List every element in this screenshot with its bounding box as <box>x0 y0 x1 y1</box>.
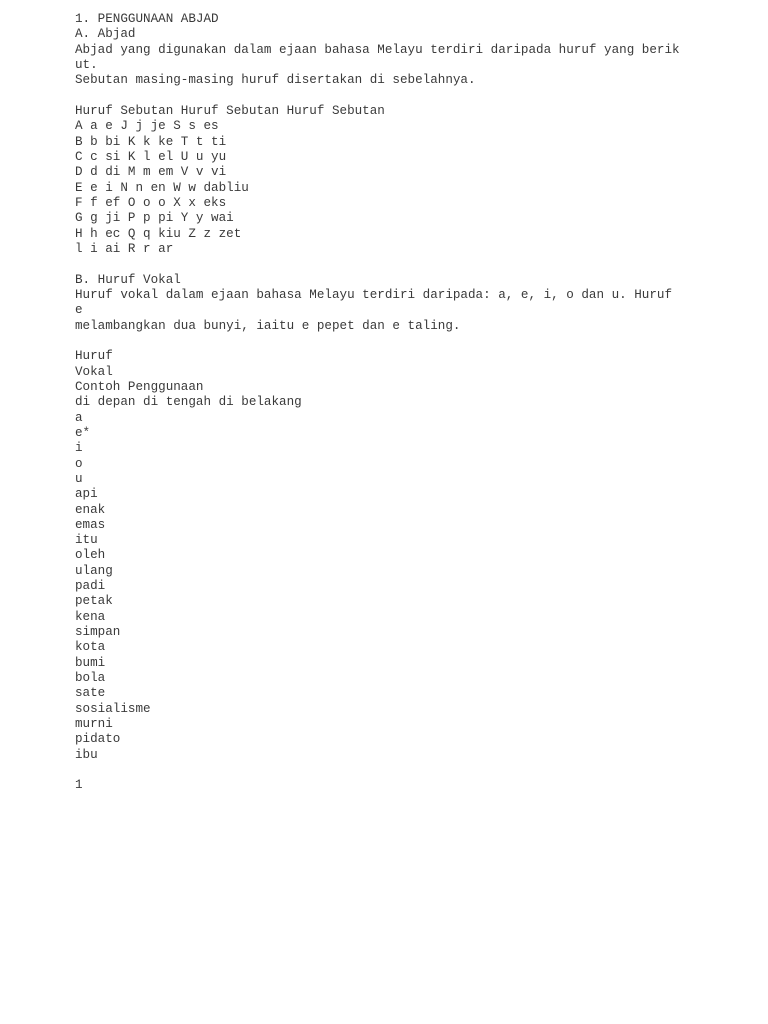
alphabet-table-row: A a e J j je S s es <box>75 119 219 134</box>
vowel-table-line: bumi <box>75 655 106 670</box>
vowel-table <box>75 349 755 763</box>
spacer <box>75 257 755 272</box>
vowel-table-line: emas <box>75 517 106 532</box>
spacer <box>75 89 755 104</box>
vowel-table-line: enak <box>75 502 106 517</box>
section-b-title: B. Huruf Vokal <box>75 272 181 287</box>
section-a-title: A. Abjad <box>75 27 136 42</box>
vowel-table-line: simpan <box>75 625 121 640</box>
vowel-table-line: murni <box>75 717 113 732</box>
vowel-table-line: pidato <box>75 732 121 747</box>
page-number: 1 <box>75 778 83 793</box>
document-page <box>75 12 755 794</box>
spacer <box>75 334 755 349</box>
vowel-table-line: sate <box>75 686 106 701</box>
vowel-table-line: ibu <box>75 747 98 762</box>
vowel-table-line: sosialisme <box>75 701 151 716</box>
vowel-table-line: e* <box>75 425 91 440</box>
section-a-intro-line: ut. <box>75 57 98 72</box>
alphabet-table-row: G g ji P p pi Y y wai <box>75 211 234 226</box>
vowel-table-line: Vokal <box>75 364 113 379</box>
alphabet-table-row: C c si K l el U u yu <box>75 149 227 164</box>
alphabet-table-row: F f ef O o o X x eks <box>75 195 227 210</box>
vowel-table-line: oleh <box>75 548 106 563</box>
vowel-table-line: u <box>75 471 83 486</box>
vowel-table-line: o <box>75 456 83 471</box>
alphabet-table <box>75 104 755 257</box>
vowel-table-line: i <box>75 441 83 456</box>
vowel-table-line: di depan di tengah di belakang <box>75 395 302 410</box>
section-b-intro-line: melambangkan dua bunyi, iaitu e pepet dan e taling. <box>75 318 461 333</box>
vowel-table-line: petak <box>75 594 113 609</box>
vowel-table-line: itu <box>75 533 98 548</box>
vowel-table-line: api <box>75 487 98 502</box>
section-a-intro-line: Sebutan masing-masing huruf disertakan di sebelahnya. <box>75 73 476 88</box>
vowel-table-line: Huruf <box>75 349 113 364</box>
vowel-table-line: kota <box>75 640 106 655</box>
section-b-intro-line: Huruf vokal dalam ejaan bahasa Melayu terdiri daripada: a, e, i, o dan u. Huruf <box>75 287 673 302</box>
vowel-table-line: kena <box>75 609 106 624</box>
section-b-intro-line: e <box>75 303 83 318</box>
alphabet-table-row: l i ai R r ar <box>75 241 174 256</box>
vowel-table-line: padi <box>75 579 106 594</box>
vowel-table-line: a <box>75 410 83 425</box>
spacer <box>75 763 755 778</box>
vowel-table-line: ulang <box>75 563 113 578</box>
document-heading: 1. PENGGUNAAN ABJAD <box>75 12 219 26</box>
alphabet-table-row: E e i N n en W w dabliu <box>75 180 249 195</box>
vowel-table-line: Contoh Penggunaan <box>75 379 204 394</box>
vowel-table-line: bola <box>75 671 106 686</box>
section-a-intro-line: Abjad yang digunakan dalam ejaan bahasa Melayu terdiri daripada huruf yang berik <box>75 42 680 57</box>
alphabet-table-row: D d di M m em V v vi <box>75 165 227 180</box>
alphabet-table-row: B b bi K k ke T t ti <box>75 134 227 149</box>
alphabet-table-row: H h ec Q q kiu Z z zet <box>75 226 242 241</box>
alphabet-table-header: Huruf Sebutan Huruf Sebutan Huruf Sebutan <box>75 103 385 118</box>
